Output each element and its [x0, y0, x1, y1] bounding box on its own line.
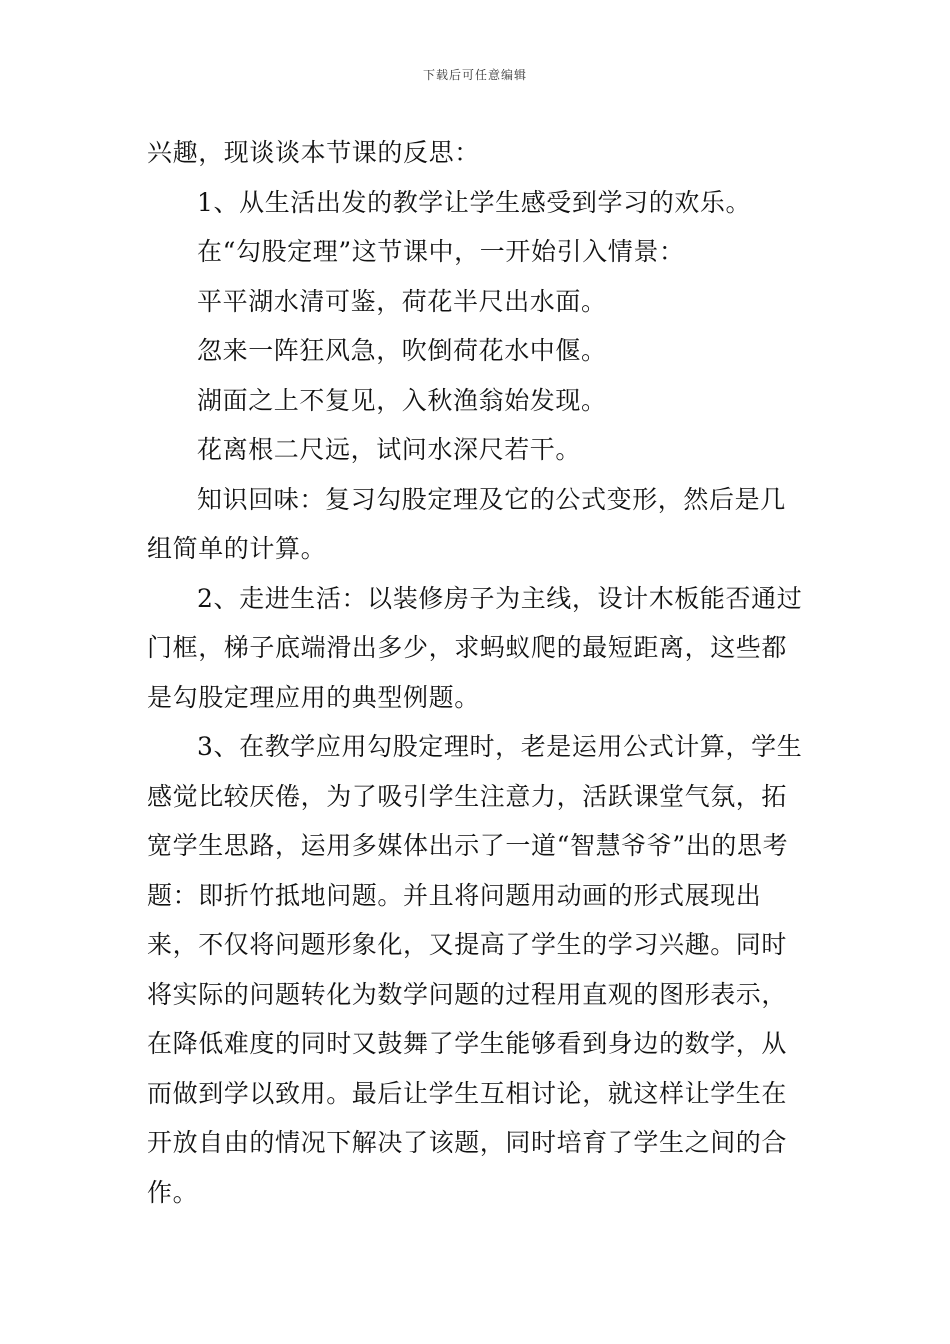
poem-line-4: 花离根二尺远，试问水深尺若干。 [197, 435, 582, 464]
paragraph-review: 知识回味：复习勾股定理及它的公式变形，然后是几组简单的计算。 [147, 484, 786, 563]
page-header-note: 下载后可任意编辑 [422, 68, 527, 82]
poem-line-1: 平平湖水清可鉴，荷花半尺出水面。 [197, 286, 607, 316]
paragraph-point-3: 3、在教学应用勾股定理时，老是运用公式计算，学生感觉比较厌倦，为了吸引学生注意力，活跃课堂气氛，拓宽学生思路，运用多媒体出示了一道“智慧爷爷”出的思考题：即折竹抵地问题。并且将问题用动画的形式展现出来，不仅将问题形象化，又提高了学生的学习兴趣。同时将实际的问题转化为数学问题的过程用直观的图形表示，在降低难度的同时又鼓舞了学生能够看到身边的数学，从而做到学以致用。最后让学生互相讨论，就这样让学生在开放自由的情况下解决了该题，同时培育了学生之间的合作。 [147, 732, 803, 1207]
paragraph-point-2: 2、走进生活：以装修房子为主线，设计木板能否通过门框，梯子底端滑出多少，求蚂蚁爬的最短距离，这些都是勾股定理应用的典型例题。 [147, 583, 803, 712]
poem-line-2: 忽来一阵狂风急，吹倒荷花水中偃。 [197, 336, 607, 365]
poem-line-3: 湖面之上不复见，入秋渔翁始发现。 [197, 385, 607, 415]
paragraph-continuation: 兴趣，现谈谈本节课的反思： [147, 138, 480, 167]
paragraph-intro-scene: 在“勾股定理”这节课中，一开始引入情景： [197, 237, 685, 266]
document-body [147, 128, 807, 1217]
paragraph-point-1: 1、从生活出发的教学让学生感受到学习的欢乐。 [197, 187, 752, 217]
